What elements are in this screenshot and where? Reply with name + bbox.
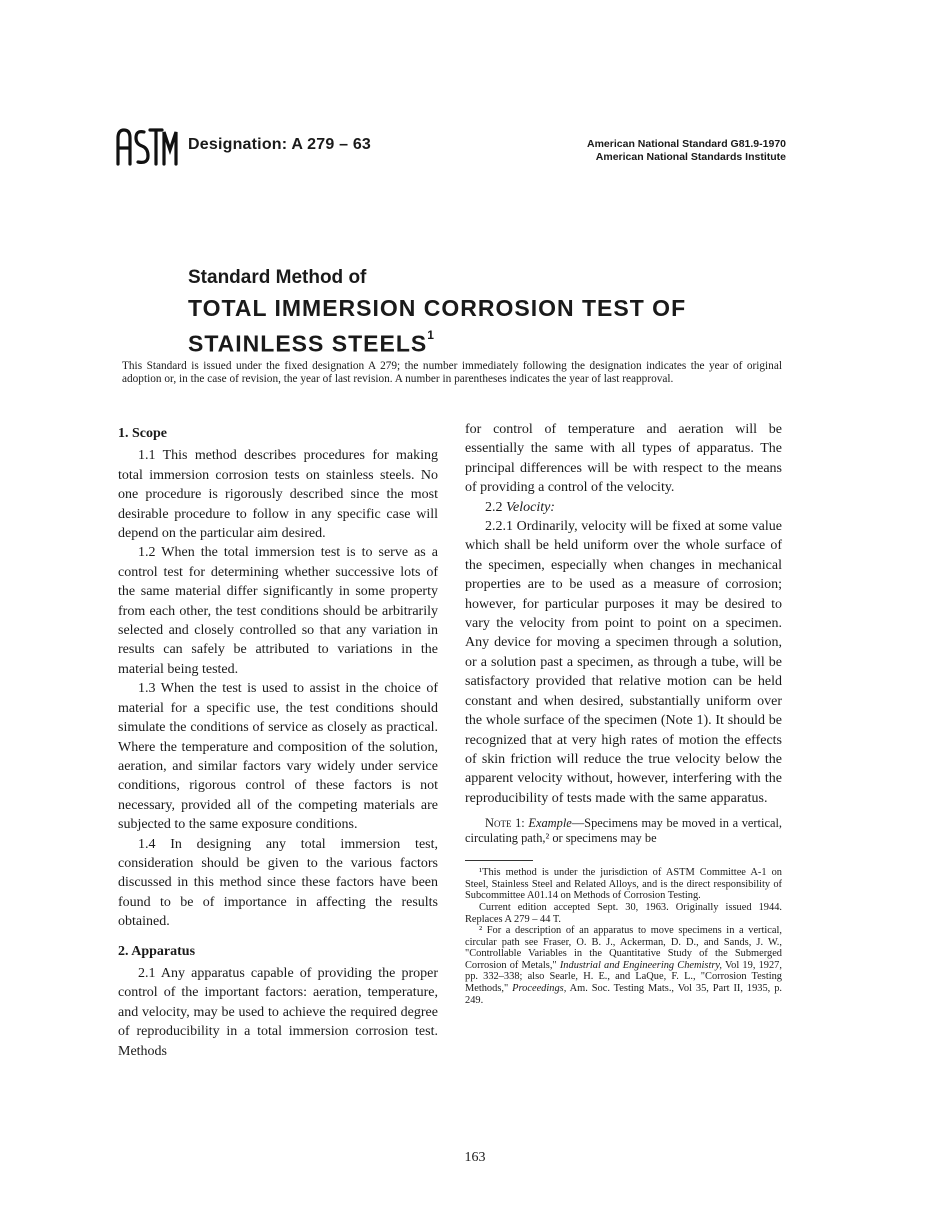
page-number: 163 (464, 1150, 486, 1165)
footnote-1-edition: Current edition accepted Sept. 30, 1963. Originally issued 1944. Replaces A 279 – 44 T. (465, 901, 782, 925)
title-line-1: TOTAL IMMERSION CORROSION TEST OF (188, 295, 687, 321)
note-1 (465, 816, 782, 846)
subsection-2-2-number: 2.2 (485, 499, 503, 515)
left-column (118, 420, 438, 1061)
paragraph-2-2-1: 2.2.1 Ordinarily, velocity will be fixed at some value which shall be held uniform over the whole surface of the specimen, especially when changes in mechanical properties are to be used as a measure of corrosion; however, for particular purposes it may be desired to vary the velocity from point to point on a specimen. Any device for moving a specimen through a solution, or a solution past a specimen, as through a tube, will be satisfactory provided that relative motion can be held constant and when desired, substantially uniform over the whole surface of the specimen (Note 1). It should be recognized that at very high rates of motion the effects of skin friction will reduce the true velocity below the apparent velocity without, however, interfering with the reproducibility of tests made with the same apparatus. (465, 519, 782, 806)
footnote-2 (465, 925, 782, 1006)
right-column (465, 420, 782, 1006)
note-1-label: Note 1: (485, 816, 525, 831)
paragraph-1-3: 1.3 When the test is used to assist in the choice of material for a specific use, the test conditions should simulate the conditions of service as closely as practical. Where the temperature and composition of the solution, aeration, and similar factors vary widely under service conditions, rigorous control of these factors is not necessary, provided all of the competing materials are subjected to the same exposure conditions. (118, 681, 438, 833)
note-1-text: —Specimens may be moved in a vertical, circulating path,² or specimens may be (465, 816, 782, 846)
footnote-2-journal-2: Proceedings, (512, 983, 567, 995)
footnote-2-part-c: Am. Soc. Testing Mats., Vol 35, Part II, 1935, p. 249. (465, 983, 782, 1006)
section-1-heading: 1. Scope (118, 426, 167, 441)
title-main (188, 293, 686, 360)
title-line-2-text: STAINLESS STEELS (188, 330, 428, 357)
designation: Designation: A 279 – 63 (188, 136, 372, 153)
ansi-line-2: American National Standards Institute (595, 151, 786, 163)
footnote-2-journal-1: Industrial and Engineering Chemistry, (559, 959, 723, 971)
title-footnote-mark: 1 (427, 328, 434, 342)
title-pre: Standard Method of (188, 267, 367, 288)
footnote-rule (465, 860, 533, 861)
title-line-2 (188, 324, 686, 360)
subsection-2-2-title: Velocity: (506, 499, 555, 515)
paragraph-1-1: 1.1 This method describes procedures for making total immersion corrosion tests on stainless steels. No one procedure is rigorously described since the most desirable procedure to follow in any specific case will depend on the particular aim desired. (118, 448, 438, 542)
paragraph-2-1: 2.1 Any apparatus capable of providing the proper control of the important factors: aeration, temperature, and velocity, may be used to achieve the required degree of reproducibility in a total immersion corrosion test. Methods (118, 965, 438, 1059)
paragraph-1-2: 1.2 When the total immersion test is to serve as a control test for determining whether successive lots of the same material differ significantly in some property from each other, the test conditions should be arbitrarily selected and closely controlled so that any variation in results can safely be attributed to variations in the material being tested. (118, 545, 438, 677)
title-block (188, 267, 686, 360)
footnote-2-part-b: Vol 19, 1927, pp. 332–338; also Searle, H. E., and LaQue, F. L., "Corrosion Testing Methods," (465, 959, 782, 995)
subsection-2-2-heading (465, 498, 782, 517)
note-1-example: Example (528, 816, 572, 831)
paragraph-1-4: 1.4 In designing any total immersion test, consideration should be given to the various factors discussed in this method since these factors have been found to be of importance in affecting the results obtained. (118, 836, 438, 930)
paragraph-2-1-continued: for control of temperature and aeration will be essentially the same with all types of apparatus. The principal differences will be with respect to the means of providing a control of the velocity. (465, 422, 782, 496)
ansi-line-1: American National Standard G81.9-1970 (587, 138, 786, 150)
section-2-heading: 2. Apparatus (118, 943, 196, 959)
astm-logo (114, 124, 178, 168)
ansi-standard (587, 138, 786, 164)
footnote-2-part-a: ² For a description of an apparatus to move specimens in a vertical, circular path see Fraser, O. B. J., Ackerman, D. D., and Sands, J. W., "Controllable Variables in the Quantitative Study of the Submerged Corrosion of Metals," (465, 925, 782, 971)
standard-issuance-note: This Standard is issued under the fixed designation A 279; the number immediately following the designation indicates the year of original adoption or, in the case of revision, the year of last revision. A number in parentheses indicates the year of last reapproval. (122, 360, 782, 385)
footnote-1-jurisdiction: ¹This method is under the jurisdiction of ASTM Committee A-1 on Steel, Stainless Steel and Related Alloys, and is the direct responsibility of Subcommittee A01.14 on Methods of Corrosion Testing. (465, 867, 782, 902)
astm-logo-icon (114, 124, 178, 168)
